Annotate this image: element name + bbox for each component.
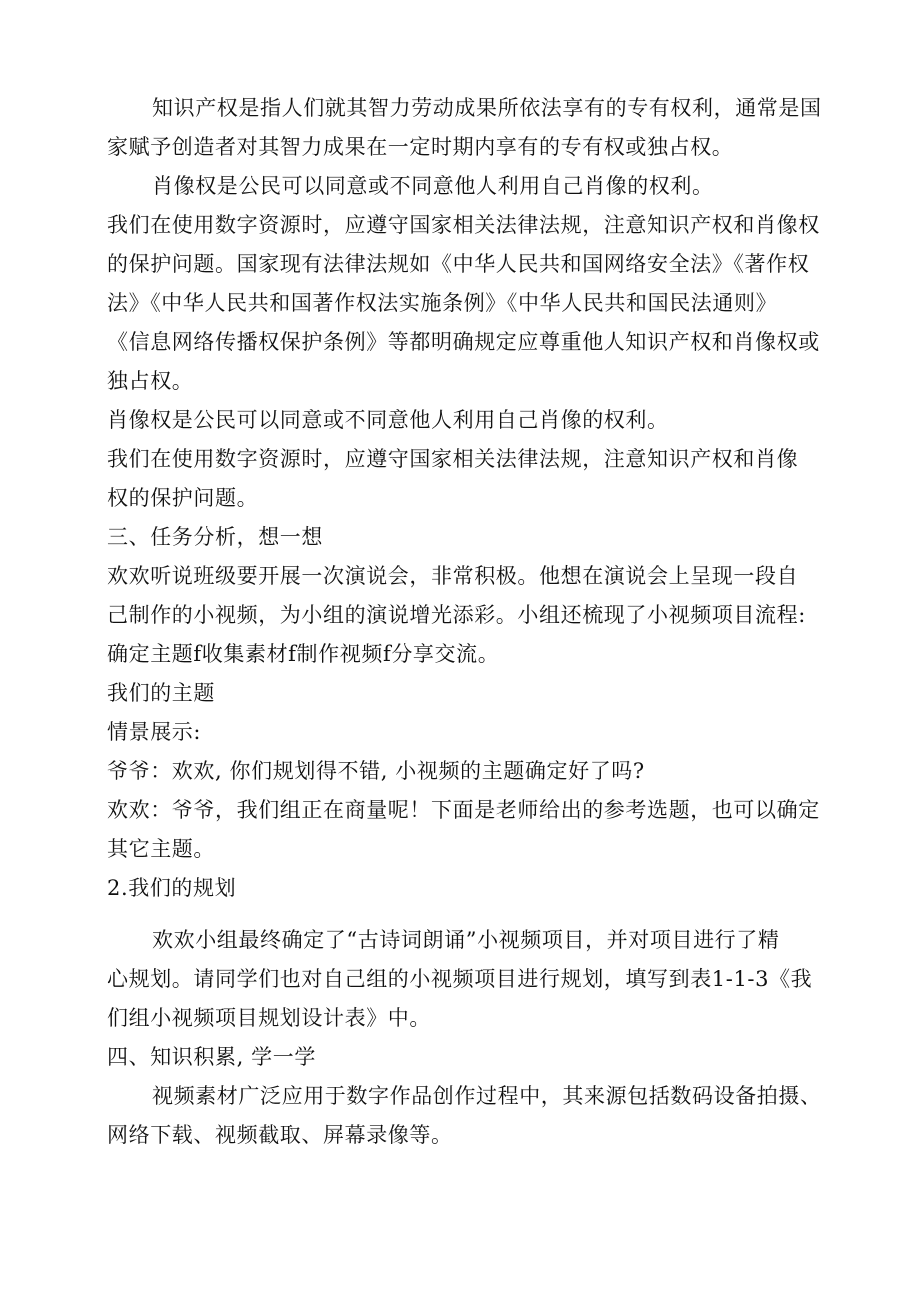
paragraph-portrait-right-repeat: 肖像权是公民可以同意或不同意他人利用自己肖像的权利。 <box>107 408 669 432</box>
paragraph-speech-line-1: 欢欢听说班级要开展一次演说会，非常积极。他想在演说会上呈现一段自 <box>107 564 799 588</box>
paragraph-speech-line-3: 确定主题f收集素材f制作视频f分享交流。 <box>107 642 500 666</box>
subheading-scene-display: 情景展示: <box>107 720 202 744</box>
dialogue-huanhuan-line-2: 其它主题。 <box>107 837 215 861</box>
subheading-our-theme: 我们的主题 <box>107 681 215 705</box>
paragraph-resources-line-2: 权的保护问题。 <box>107 486 259 510</box>
paragraph-video-sources-line-2: 网络下载、视频截取、屏幕录像等。 <box>107 1123 453 1147</box>
paragraph-resources-line-1: 我们在使用数字资源时，应遵守国家相关法律法规，注意知识产权和肖像 <box>107 447 799 471</box>
paragraph-laws-line-3: 法》《中华人民共和国著作权法实施条例》《中华人民共和国民法通则》 <box>107 291 778 315</box>
paragraph-laws-line-4: 《信息网络传播权保护条例》等都明确规定应尊重他人知识产权和肖像权或 <box>107 330 820 354</box>
paragraph-laws-line-5: 独占权。 <box>107 369 194 393</box>
dialogue-huanhuan-line-1: 欢欢：爷爷，我们组正在商量呢！下面是老师给出的参考选题，也可以确定 <box>107 798 820 822</box>
dialogue-grandpa: 爷爷：欢欢, 你们规划得不错, 小视频的主题确定好了吗? <box>107 759 645 783</box>
paragraph-plan-line-3: 们组小视频项目规划设计表》中。 <box>107 1006 431 1030</box>
subheading-our-plan: 2.我们的规划 <box>107 876 237 900</box>
paragraph-laws-line-2: 的保护问题。国家现有法律法规如《中华人民共和国网络安全法》《著作权 <box>107 252 810 276</box>
paragraph-portrait-right: 肖像权是公民可以同意或不同意他人利用自己肖像的权利。 <box>152 174 714 198</box>
paragraph-ip-definition-line-2: 家赋予创造者对其智力成果在一定时期内享有的专有权或独占权。 <box>107 135 734 159</box>
paragraph-laws-line-1: 我们在使用数字资源时，应遵守国家相关法律法规，注意知识产权和肖像权 <box>107 213 820 237</box>
section-heading-knowledge: 四、知识积累, 学一学 <box>107 1045 316 1069</box>
paragraph-video-sources-line-1: 视频素材广泛应用于数字作品创作过程中，其来源包括数码设备拍摄、 <box>152 1084 822 1108</box>
section-heading-task-analysis: 三、任务分析，想一想 <box>107 525 323 549</box>
paragraph-plan-line-1: 欢欢小组最终确定了“古诗词朗诵”小视频项目，并对项目进行了精 <box>152 928 780 952</box>
paragraph-speech-line-2: 己制作的小视频，为小组的演说增光添彩。小组还梳现了小视频项目流程: <box>107 603 806 627</box>
paragraph-plan-line-2: 心规划。请同学们也对自己组的小视频项目进行规划，填写到表1-1-3《我 <box>107 967 813 991</box>
paragraph-ip-definition-line-1: 知识产权是指人们就其智力劳动成果所依法享有的专有权利，通常是国 <box>152 96 822 120</box>
